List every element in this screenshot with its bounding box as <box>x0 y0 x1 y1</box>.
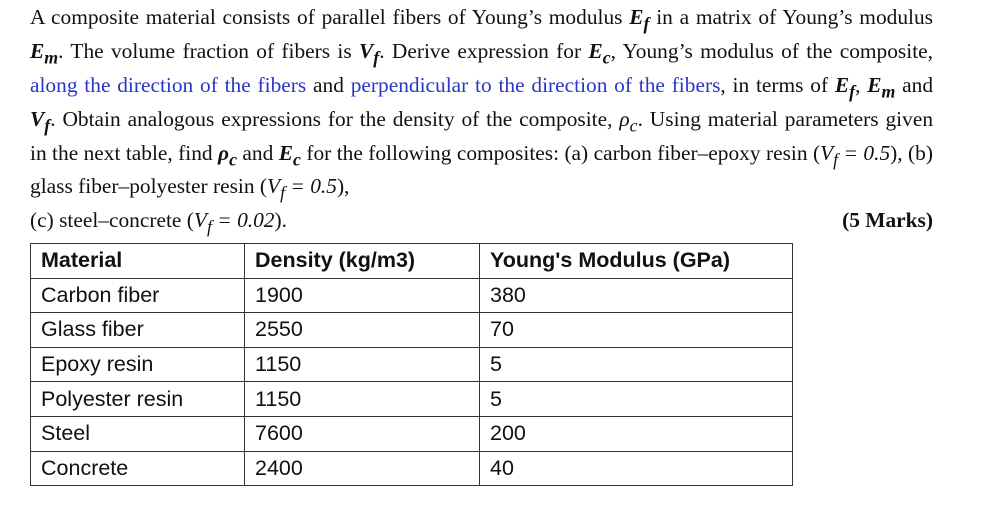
cell-modulus: 5 <box>480 382 793 417</box>
header-youngs-modulus: Young's Modulus (GPa) <box>480 244 793 279</box>
cell-material: Glass fiber <box>31 313 245 348</box>
symbol-rho-c: $\rho_c$ <box>218 140 237 169</box>
last-line <box>30 207 933 241</box>
cell-density: 1150 <box>245 382 480 417</box>
cell-modulus: 200 <box>480 416 793 451</box>
text-segment: (c) steel–concrete $(V_f = 0.02)$. <box>30 208 287 237</box>
text-segment: and <box>237 140 279 165</box>
table-header-row <box>31 244 793 279</box>
table-row <box>31 313 793 348</box>
cell-density: 1150 <box>245 347 480 382</box>
text-segment: , <box>855 72 868 97</box>
cell-modulus: 5 <box>480 347 793 382</box>
text-segment: , in terms of <box>720 72 835 97</box>
table-row <box>31 278 793 313</box>
header-density: Density (kg/m3) <box>245 244 480 279</box>
cell-material: Epoxy resin <box>31 347 245 382</box>
highlight-perpendicular-fibers: perpendicular to the direction of the fibers <box>350 72 721 97</box>
cell-density: 2400 <box>245 451 480 486</box>
table-row <box>31 347 793 382</box>
header-material: Material <box>31 244 245 279</box>
cell-modulus: 40 <box>480 451 793 486</box>
text-segment: . Derive expression for <box>379 38 589 63</box>
symbol-Ec: $E_c$ <box>278 140 301 169</box>
symbol-Ef: $E_f$ <box>834 72 856 102</box>
text-segment: in a matrix of Young’s modulus <box>649 5 933 29</box>
symbol-Ec: $E_c$ <box>588 38 611 68</box>
cell-density: 2550 <box>245 313 480 348</box>
symbol-Vf-a: $V_f = 0.5$ <box>820 140 891 169</box>
question-text <box>30 4 933 241</box>
symbol-Vf: $V_f$ <box>359 38 380 68</box>
symbol-Em: $E_m$ <box>30 38 59 68</box>
cell-density: 7600 <box>245 416 480 451</box>
symbol-Vf-b: $V_f = 0.5$ <box>267 174 337 203</box>
symbol-Vf-c: $V_f = 0.02$ <box>193 208 275 237</box>
text-segment: . The volume fraction of fibers is <box>58 38 359 63</box>
cell-material: Polyester resin <box>31 382 245 417</box>
text-segment: ), <box>336 174 350 199</box>
symbol-Em: $E_m$ <box>867 72 896 102</box>
marks-label: (5 Marks) <box>842 208 933 233</box>
symbol-rho-c: $\rho_c$ <box>619 106 638 135</box>
symbol-Ef: $E_f$ <box>629 5 650 34</box>
table-row <box>31 451 793 486</box>
material-properties-table <box>30 243 793 486</box>
text-segment: and <box>306 72 351 97</box>
cell-modulus: 380 <box>480 278 793 313</box>
text-segment: . Obtain analogous expressions for the density of the composite, <box>50 106 620 131</box>
cell-density: 1900 <box>245 278 480 313</box>
text-segment: for the following composites: (a) carbon fiber–epoxy resin ( <box>300 140 821 165</box>
highlight-along-fibers: along the direction of the fibers <box>30 72 307 97</box>
text-segment: A composite material consists of parallel fibers of Young’s modulus <box>30 5 630 29</box>
text-segment: and <box>895 72 934 97</box>
text-segment: ), (b) glass fiber–polyester resin ( <box>30 140 933 199</box>
table-row <box>31 382 793 417</box>
cell-modulus: 70 <box>480 313 793 348</box>
cell-material: Concrete <box>31 451 245 486</box>
table-row <box>31 416 793 451</box>
text-segment: . Using material parameters given in the next table, find <box>30 106 934 165</box>
symbol-Vf: $V_f$ <box>30 106 51 135</box>
cell-material: Steel <box>31 416 245 451</box>
cell-material: Carbon fiber <box>31 278 245 313</box>
text-segment: , Young’s modulus of the composite, <box>610 38 933 63</box>
